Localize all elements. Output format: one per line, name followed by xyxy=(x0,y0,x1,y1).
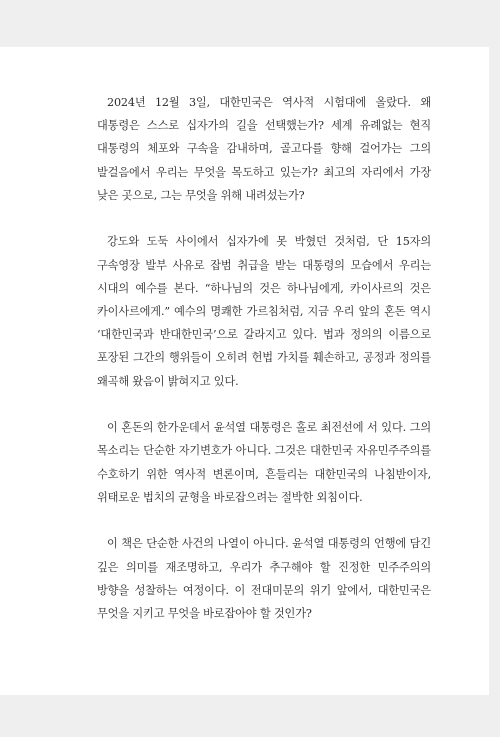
paragraph-1: 2024년 12월 3일, 대한민국은 역사적 시험대에 올랐다. 왜 대통령은 스스로 십자가의 길을 선택했는가? 세계 유례없는 현직 대통령의 체포와 구속을 감내하며, 골고다를 향해 걸어가는 그의 발걸음에서 우리는 무엇을 목도하고 있는가? 최고의 자리에서 가장 낮은 곳으로, 그는 무엇을 위해 내려섰는가? xyxy=(97,96,431,202)
page-body-text xyxy=(97,91,431,625)
paragraph-2: 강도와 도둑 사이에서 십자가에 못 박혔던 것처럼, 단 15자의 구속영장 발부 사유로 잡범 취급을 받는 대통령의 모습에서 우리는 시대의 예수를 본다. “하나님의 것은 하나님에게, 카이사르의 것은 카이사르에게.” 예수의 명쾌한 가르침처럼, 지금 우리 앞의 혼돈 역시 ‘대한민국과 반대한민국’으로 갈라지고 있다. 법과 정의의 이름으로 포장된 그간의 행위들이 오히려 헌법 가치를 훼손하고, 공정과 정의를 왜곡해 왔음이 밝혀지고 있다. xyxy=(97,235,431,388)
paragraph-4: 이 책은 단순한 사건의 나열이 아니다. 윤석열 대통령의 언행에 담긴 깊은 의미를 재조명하고, 우리가 추구해야 할 진정한 민주주의의 방향을 성찰하는 여정이다. 이 전대미문의 위기 앞에서, 대한민국은 무엇을 지키고 무엇을 바로잡아야 할 것인가? xyxy=(97,537,431,621)
paragraph-3: 이 혼돈의 한가운데서 윤석열 대통령은 홀로 최전선에 서 있다. 그의 목소리는 단순한 자기변호가 아니다. 그것은 대한민국 자유민주주의를 수호하기 위한 역사적 변론이며, 흔들리는 대한민국의 나침반이자, 위태로운 법치의 균형을 바로잡으려는 절박한 외침이다. xyxy=(97,421,431,504)
book-page xyxy=(0,47,489,695)
